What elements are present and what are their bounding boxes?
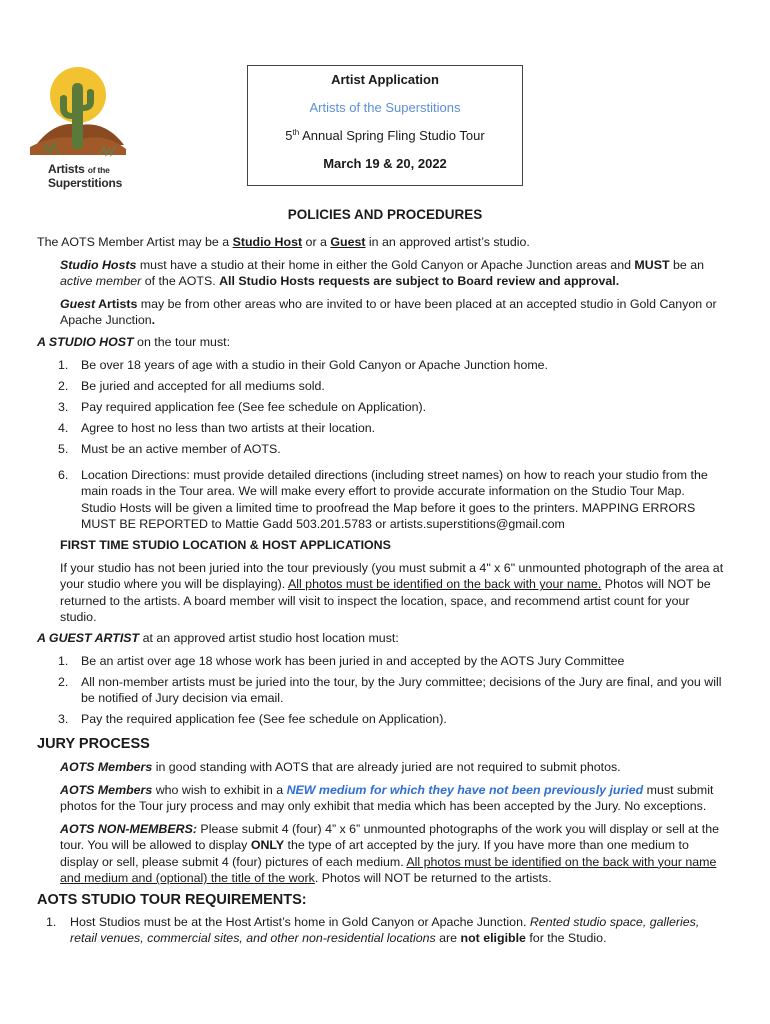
list-item: Host Studios must be at the Host Artist’s home in Gold Canyon or Apache Junction. Rented studio space, galleries, retail venues, commercial sites, and other non-residential locations are not eligible for the Studio. (70, 915, 700, 946)
tour-dates: March 19 & 20, 2022 (323, 156, 447, 171)
organization-name: Artists of the Superstitions (309, 100, 461, 115)
first-time-heading: FIRST TIME STUDIO LOCATION & HOST APPLICATIONS (60, 538, 391, 552)
first-time-paragraph: If your studio has not been juried into the tour previously (you must submit a 4" x 6" unmounted photograph of the area at your studio where you will be displaying). All photos must be identified on the back with your name. Photos will NOT be returned to the artists. A board member will visit to inspect the location, space, and recommend artist count for your studio. (60, 561, 724, 625)
jury-paragraph-non-members: AOTS NON-MEMBERS: Please submit 4 (four) 4” x 6” unmounted photographs of the work you will display or sell at the tour. You will be allowed to display ONLY the type of art accepted by the jury. If you have more than one medium to display or sell, please submit 4 (four) pictures of each medium. All photos must be identified on the back with your name and medium and (optional) the title of the work. Photos will NOT be returned to the artists. (60, 822, 720, 886)
guest-artists-paragraph: Guest Artists may be from other areas who are invited to or have been placed at an accepted studio in Gold Canyon or Apache Junction. (60, 297, 717, 328)
jury-paragraph-members: AOTS Members in good standing with AOTS that are already juried are not required to submit photos. (60, 760, 621, 774)
jury-paragraph-new-medium: AOTS Members who wish to exhibit in a NEW medium for which they have not been previously juried must submit photos for the Tour jury process and may only exhibit that media which has been accepted by the Jury. No exceptions. (60, 783, 714, 814)
application-header-box (247, 65, 523, 186)
requirements-heading: AOTS STUDIO TOUR REQUIREMENTS: (37, 892, 307, 908)
cactus-sun-icon (26, 63, 130, 163)
jury-heading: JURY PROCESS (37, 736, 150, 752)
studio-host-heading: A STUDIO HOST on the tour must: (37, 335, 231, 349)
studio-hosts-paragraph: Studio Hosts must have a studio at their home in either the Gold Canyon or Apache Junction areas and MUST be an active member of the AOTS. All Studio Hosts requests are subject to Board review and approval. (60, 258, 704, 289)
guest-artist-heading: A GUEST ARTIST at an approved artist studio host location must: (37, 631, 399, 645)
aots-logo (26, 63, 130, 197)
tour-name: 5th Annual Spring Fling Studio Tour (285, 128, 485, 143)
application-title: Artist Application (331, 72, 439, 87)
intro-paragraph: The AOTS Member Artist may be a Studio Host or a Guest in an approved artist’s studio. (37, 235, 530, 249)
logo-wordmark: Artists of the Superstitions (48, 162, 123, 190)
policies-heading: POLICIES AND PROCEDURES (287, 207, 483, 222)
